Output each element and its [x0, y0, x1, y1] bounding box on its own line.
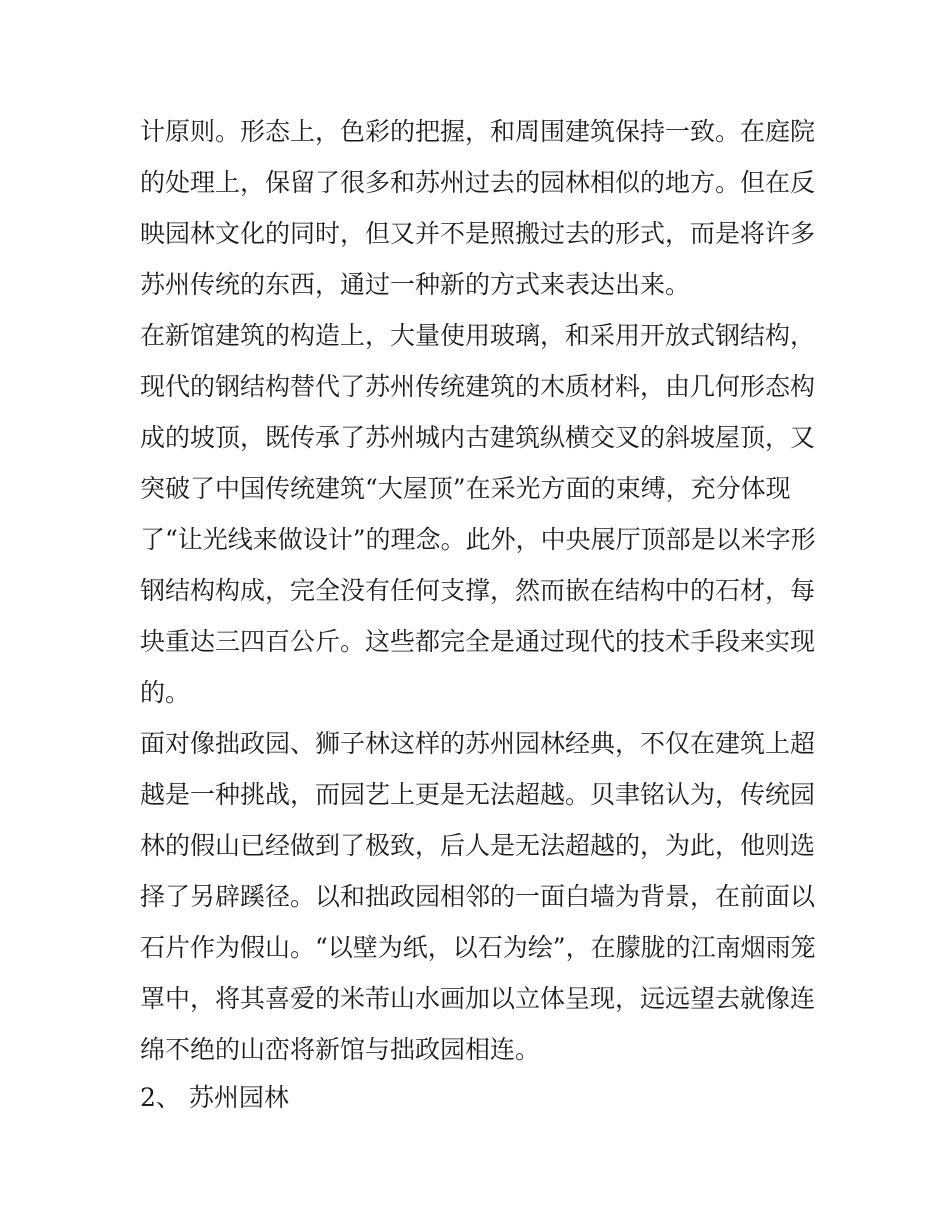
text-line: 在新馆建筑的构造上，大量使用玻璃，和采用开放式钢结构， [140, 321, 816, 350]
text-line: 苏州传统的东西，通过一种新的方式来表达出来。 [140, 270, 691, 299]
text-line: 突破了中国传统建筑“大屋顶”在采光方面的束缚，充分体现 [140, 474, 791, 503]
text-line: 林的假山已经做到了极致，后人是无法超越的，为此，他则选 [140, 831, 816, 860]
text-line: 择了另辟蹊径。以和拙政园相邻的一面白墙为背景，在前面以 [140, 882, 816, 911]
body-text [140, 106, 820, 1075]
text-line: 块重达三四百公斤。这些都完全是通过现代的技术手段来实现 [140, 627, 816, 656]
text-line: 罩中，将其喜爱的米芾山水画加以立体呈现，远远望去就像连 [140, 984, 816, 1013]
text-line: 绵不绝的山峦将新馆与拙政园相连。 [140, 1035, 541, 1064]
text-line: 映园林文化的同时，但又并不是照搬过去的形式，而是将许多 [140, 219, 816, 248]
text-line: 的处理上，保留了很多和苏州过去的园林相似的地方。但在反 [140, 168, 816, 197]
text-line: 成的坡顶，既传承了苏州城内古建筑纵横交叉的斜坡屋顶，又 [140, 423, 816, 452]
text-line: 的。 [140, 678, 191, 707]
text-line: 现代的钢结构替代了苏州传统建筑的木质材料，由几何形态构 [140, 372, 816, 401]
text-line: 石片作为假山。“以壁为纸，以石为绘”，在朦胧的江南烟雨笼 [140, 933, 816, 962]
text-line: 了“让光线来做设计”的理念。此外，中央展厅顶部是以米字形 [140, 525, 816, 554]
text-line: 越是一种挑战，而园艺上更是无法超越。贝聿铭认为，传统园 [140, 780, 816, 809]
section-heading: 2、 苏州园林 [140, 1083, 289, 1112]
text-line: 面对像拙政园、狮子林这样的苏州园林经典，不仅在建筑上超 [140, 729, 816, 758]
text-line: 计原则。形态上，色彩的把握，和周围建筑保持一致。在庭院 [140, 117, 816, 146]
text-line: 钢结构构成，完全没有任何支撑，然而嵌在结构中的石材，每 [140, 576, 816, 605]
